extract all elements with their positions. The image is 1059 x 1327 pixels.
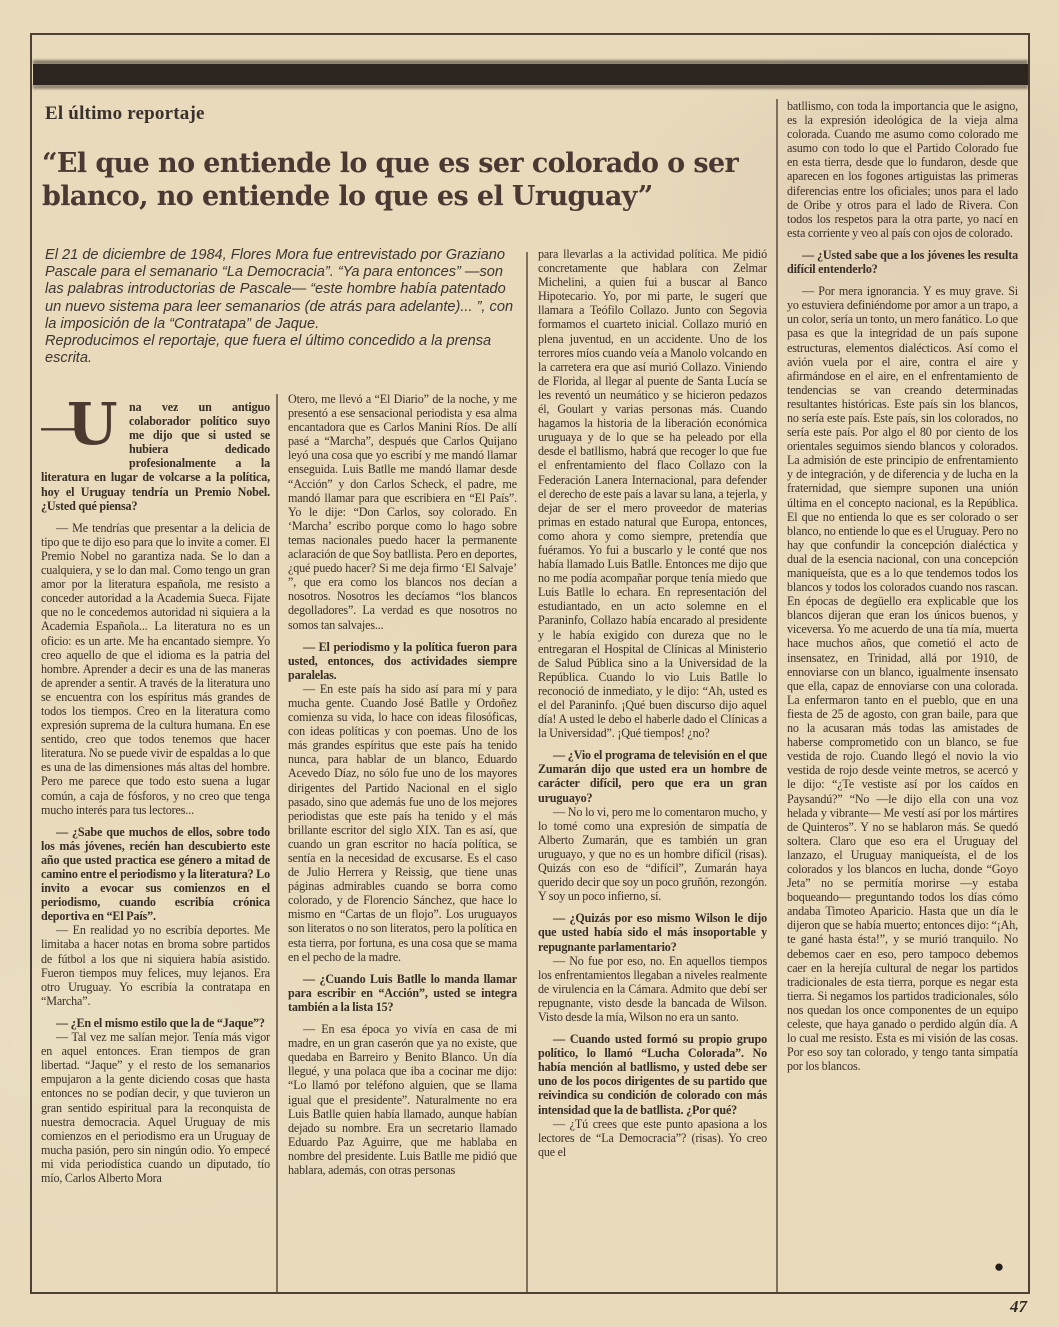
- kicker: El último reportaje: [45, 103, 205, 124]
- answer-paragraph: — Por mera ignorancia. Y es muy grave. Si yo estuviera definiéndome por amor a un trapo, a un color, sería un tonto, un mero fanático. Lo que pasa es que la integridad de un país supone estructuras, elementos dialécticos. Así como el avión vuela por el aire, contra el aire y afirmándose en el aire, en el enfrentamiento de tendencias se van creando determinadas resultantes históricas. Este país sin los blancos, no sería este país. Este país, sin los colorados, no sería este país. Por algo el 80 por ciento de los orientales seguimos siendo blancos y colorados. La admisión de este principio de enfrentamiento y de integración, y de diferencia y de lucha en la fraternidad, que siempre suponen una unión última en el concepto nacional, es la República. El que no entienda lo que es ser colorado o ser blanco, no entiende lo que es el Uruguay. Pero no hay que confundir la concepción dialéctica y dual de la esencia nacional, con una concepción maniqueísta, que es a lo que tendemos todos los blancos y todos los colorados cuando nos rascan. En épocas de degüello era explicable que los blancos dijeran que eran los únicos buenos, y viceversa. Yo me acuerdo de una tía mía, muerta hace muchos años, que cometió el acto de insensatez, en Trinidad, allá por 1910, de ennoviarse con un blanco, igualmente insensato que ella, capaz de ennoviarse con una colorada. La enfermaron tanto en el pueblo, que en una fiesta de 25 de agosto, con gran baile, para que no la acusaran más todas las amistades de haberse comprometido con un blanco, se fue vestida de rojo. Cuando llegó el novio la vio vestida de rojo desde veinte metros, se acercó y le dijo: “¿Te vestiste así por los caídos en Paysandú?” “No —le dijo ella con una voz helada y vibrante— Me vestí así por los mártires de Quinteros”. Y no se hablaron más. Se quedó soltera. Claro que eso era el Uruguay del lanzazo, el Uruguay maniqueísta, el de los colorados y los blancos en lucha, donde “Goyo Jeta” no se permitía morirse —y estaba boqueando— preguntando todos los días cómo andaba Timoteo Aparicio. Hasta que un día le dijeron que se había muerto; entonces dijo: “¡Ah, te gané hasta ésta!”, y se murió tranquilo. No debemos caer en eso, pero tampoco debemos caer en la herejía cultural de negar los partidos tradicionales de esta tierra, porque es negar esta tierra. Si negamos los partidos tradicionales, sólo nos quedan los once componentes de un equipo celeste, que haya ganado o perdido algún día. A lo cual me resisto. Esta es mi visión de las cosas. Por eso soy tan colorado, y tengo tanta simpatía por los blancos.: [787, 284, 1018, 1074]
- column-divider: [276, 394, 278, 1292]
- question-paragraph: — Cuando usted formó su propio grupo político, lo llamó “Lucha Colorada”. No había mención al batllismo, y usted debe ser uno de los pocos dirigentes de su partido que reivindica su condición de colorado con más intensidad que la de batllista. ¿Por qué?: [538, 1032, 767, 1117]
- column-divider: [776, 99, 778, 1292]
- opening-question-text: na vez un antiguo colaborador político suyo me dijo que si usted se hubiera dedicado profesionalmente a la literatura en lugar de volcarse a la política, hoy el Uruguay tendría un Premio Nobel. ¿Usted qué piensa?: [41, 400, 270, 513]
- question-paragraph: — ¿Cuando Luis Batlle lo manda llamar para escribir en “Acción”, usted se integra también a la lista 15?: [288, 971, 517, 1014]
- opening-question: [41, 392, 270, 513]
- answer-paragraph: para llevarlas a la actividad política. Me pidió concretamente que hablara con Zelmar Michelini, a quien fui a buscar al Banco Hipotecario. Yo, por mi parte, le sugerí que llamara a Teófilo Collazo. Junto con Segovia formamos el cuarteto inicial. Collazo murió en plena juventud, en un accidente. Uno de los terrores míos cuando veía a Manolo volcando en la carretera era que así murió Collazo. Viniendo de Florida, al llegar al puente de Santa Lucía se les reventó un neumático y se hicieron pedazos él, Goulart y varias personas más. Cuando hagamos la historia de la liberación económica uruguaya y de lo que se ha peleado por ella desde el batllismo, habrá que recoger lo que fue el enfrentamiento del flaco Collazo con la Federación Lanera Internacional, para defender el derecho de este país a lavar su lana, a tejerla, y dejar de ser el mero proveedor de materias primas en estado natural que Europa, entonces, como ahora y como siempre, pretendía que fuéramos. Yo fui a buscarlo y le conté que nos había llamado Luis Batlle. Entonces me dijo que no me podía acompañar porque tenía miedo que Luis Batlle lo echara. En representación del estudiantado, en un acto solemne en el Paraninfo, Collazo había encarado al presidente y le había exigido con dureza que no le entregaran el Hospital de Clínicas al Ministerio de Salud Pública sino a la Universidad de la República. Cuando lo vio Luis Batlle lo reconoció de inmediato, y le dijo: “Ah, usted es el del Paraninfo. ¡Qué buen discurso dijo aquel día! A usted le debo el haberle dado el Clínicas a la Universidad”. ¡Qué tiempos! ¿no?: [538, 247, 767, 741]
- text-column-4: [787, 99, 1018, 1292]
- text-column-2: [288, 392, 517, 1292]
- text-column-1: [41, 392, 270, 1292]
- column-divider: [526, 252, 528, 1292]
- answer-paragraph: — En realidad yo no escribía deportes. Me limitaba a hacer notas en broma sobre partidos de fútbol a los que ni siquiera había asistido. Fueron tiempos muy felices, muy lejanos. Era otro Uruguay. Yo escribía la contratapa en “Marcha”.: [41, 923, 270, 1008]
- page-number: 47: [1010, 1297, 1027, 1316]
- answer-paragraph: — No fue por eso, no. En aquellos tiempos los enfrentamientos llegaban a niveles realmente de virulencia en la Cámara. Admito que debí ser repugnante, visto desde la bancada de Wilson. Visto desde la mía, Wilson no era un santo.: [538, 953, 767, 1024]
- answer-paragraph: — En esa época yo vivía en casa de mi madre, en un gran caserón que ya no existe, que quedaba en Barreiro y Benito Blanco. Un día llegué, y una polaca que iba a cocinar me dijo: “Lo llamó por teléfono alguien, que se llama igual que el presidente”. Naturalmente no era Luis Batlle quien había llamado, aunque habían dejado su nombre. Era un secretario llamado Eduardo Paz Aguirre, que me hablaba en nombre del presidente. Luis Batlle me pidió que hablara, además, con otras personas: [288, 1022, 517, 1177]
- question-paragraph: — ¿Usted sabe que a los jóvenes les resulta difícil entenderlo?: [787, 247, 1018, 277]
- dropcap-letter: U: [67, 392, 118, 458]
- dropcap-dash: —: [41, 408, 71, 445]
- intro-block: [45, 247, 519, 367]
- answer-paragraph: — Me tendrías que presentar a la delicia de tipo que te dijo eso para que lo invite a comer. El Premio Nobel no garantiza nada. Se lo dan a cualquiera, y se lo dan mal. Como tengo un gran amor por la literatura española, me resisto a conceder autoridad a la Academia Sueca. Fijate que no le concedemos autoridad ni siquiera a la Academia Española... La literatura no es un oficio: es un arte. Me ha encantado siempre. Yo creo aquello de que el idioma es la patria del hombre. Aprender a decir es una de las maneras de aprender a sentir. A través de la literatura uno se encuentra con los espíritus más grandes de todos los tiempos. Creo en la literatura como expresión suprema de la cultura humana. En ese sentido, creo que todos tenemos que hacer literatura. No se puede vivir de espaldas a lo que es una de las dimensiones más altas del hombre. Pero me parece que todo esto suena a lugar común, a caja de fósforos, y no creo que tenga mucho interés para tus lectores...: [41, 520, 270, 817]
- answer-paragraph: Otero, me llevó a “El Diario” de la noche, y me presentó a ese sensacional periodista y esa alma encantadora que es Carlos Manini Ríos. De allí pasé a “Marcha”, después que Carlos Quijano leyó una cosa que yo escribí y me mandó llamar enseguida. Luis Batlle me mandó llamar desde “Acción” y don Carlos Scheck, el padre, me mandó llamar para que escribiera en “El País”. Yo le dije: “Don Carlos, soy colorado. En ‘Marcha’ escribo porque como lo hago sobre temas nacionales puedo hacer la permanente aclaración de que Soy batllista. Pero en deportes, ¿qué puedo hacer? Si me deja firmo ‘El Salvaje’ ”, que era como los blancos nos decían a nosotros. Nosotros les decíamos “los blancos degolladores”. La verdad es que nosotros no somos tan salvajes...: [288, 392, 517, 632]
- question-paragraph: — ¿Sabe que muchos de ellos, sobre todo los más jóvenes, recién han descubierto este año que usted practica ese género a mitad de camino entre el periodismo y la literatura? Lo invito a evocar sus comienzos en el periodismo, cuando escribía crónica deportiva en “El País”.: [41, 824, 270, 924]
- decorative-black-bar: [33, 64, 1028, 85]
- question-paragraph: — ¿En el mismo estilo que la de “Jaque”?: [56, 1015, 265, 1030]
- text-column-3: [538, 247, 767, 1292]
- question-paragraph: — ¿Quizás por eso mismo Wilson le dijo que usted había sido el más insoportable y repugnante parlamentario?: [538, 911, 767, 954]
- end-of-article-mark: ●: [993, 1256, 1004, 1276]
- question-paragraph: — ¿Vio el programa de televisión en el que Zumarán dijo que usted era un hombre de carácter difícil, pero que era un gran uruguayo?: [538, 748, 767, 805]
- intro-paragraph: El 21 de diciembre de 1984, Flores Mora fue entrevistado por Graziano Pascale para el semanario “La Democracia”. “Ya para entonces” —son las palabras introductorias de Pascale— “este hombre había patentado un nuevo sistema para leer semanarios (de atrás para adelante)... ”, con la imposición de la “Contratapa” de Jaque.: [45, 247, 514, 332]
- question-paragraph: — El periodismo y la política fueron para usted, entonces, dos actividades siempre paralelas.: [288, 639, 517, 682]
- answer-paragraph: — En este país ha sido así para mí y para mucha gente. Cuando José Batlle y Ordoñez comienza su vida, lo hace con ideas filosóficas, con ideas políticas y con poemas. Uno de los más grandes espíritus que este país ha tenido nunca, para hablar de un blanco, Eduardo Acevedo Díaz, no sólo fue uno de los mayores dirigentes del Partido Nacional en el siglo pasado, sino que además fue uno de los mejores periodistas que este país ha tenido y el más brillante escritor del siglo XIX. Tan es así, que cuando un gran escritor no hacía política, se sentía en la necesidad de excusarse. Es el caso de Julio Herrera y Reissig, que tiene unas páginas admirables cuando se borra como colorado, y de Florencio Sánchez, que hace lo mismo en “Cartas de un flojo”. Los uruguayos son literatos o no son literatos, pero la política en esta tierra, por fortuna, es una cosa que se mama en el pecho de la madre.: [288, 681, 517, 964]
- answer-paragraph: — ¿Tú crees que este punto apasiona a los lectores de “La Democracia”? (risas). Yo creo que el: [538, 1116, 767, 1159]
- answer-paragraph: — Tal vez me salían mejor. Tenía más vigor en aquel entonces. Eran tiempos de gran libertad. “Jaque” y el resto de los semanarios empujaron a la gente diciendo cosas que hasta entonces no se podían decir, y que tuvieron un gran sentido espiritual para la reconquista de nuestra democracia. Aquel Uruguay de mis comienzos en el periodismo era un Uruguay de mucha pasión, pero sin ningún odio. Yo empecé mi vida periodística cuando un diputado, tío mío, Carlos Alberto Mora: [41, 1030, 270, 1185]
- intro-paragraph: Reproducimos el reportaje, que fuera el último concedido a la prensa escrita.: [45, 333, 492, 367]
- dropcap-box: [41, 392, 125, 458]
- answer-paragraph: batllismo, con toda la importancia que le asigno, es la expresión ideológica de la vieja alma colorada. Cuando me asumo como colorado me asumo con todo lo que el Partido Colorado fue en esta tierra, desde que lo fundaron, desde que aparecen en los fogones artiguistas las primeras diferencias entre los oficiales; unos para el lado de Oribe y otros para el lado de Rivera. Con todos los respetos para la otra parte, yo nací en esta corriente y veo al país con ojos de colorado.: [787, 99, 1018, 240]
- answer-paragraph: — No lo vi, pero me lo comentaron mucho, y lo tomé como una expresión de simpatía de Alberto Zumarán, que es también un gran uruguayo, y que no es un hombre difícil (risas). Quizás con eso de “difícil”, Zumarán haya querido decir que soy un poco gruñón, rezongón. Y soy un poco infierno, sí.: [538, 804, 767, 904]
- headline: “El que no entiende lo que es ser colorado o ser blanco, no entiende lo que es el Uruguay”: [42, 148, 739, 212]
